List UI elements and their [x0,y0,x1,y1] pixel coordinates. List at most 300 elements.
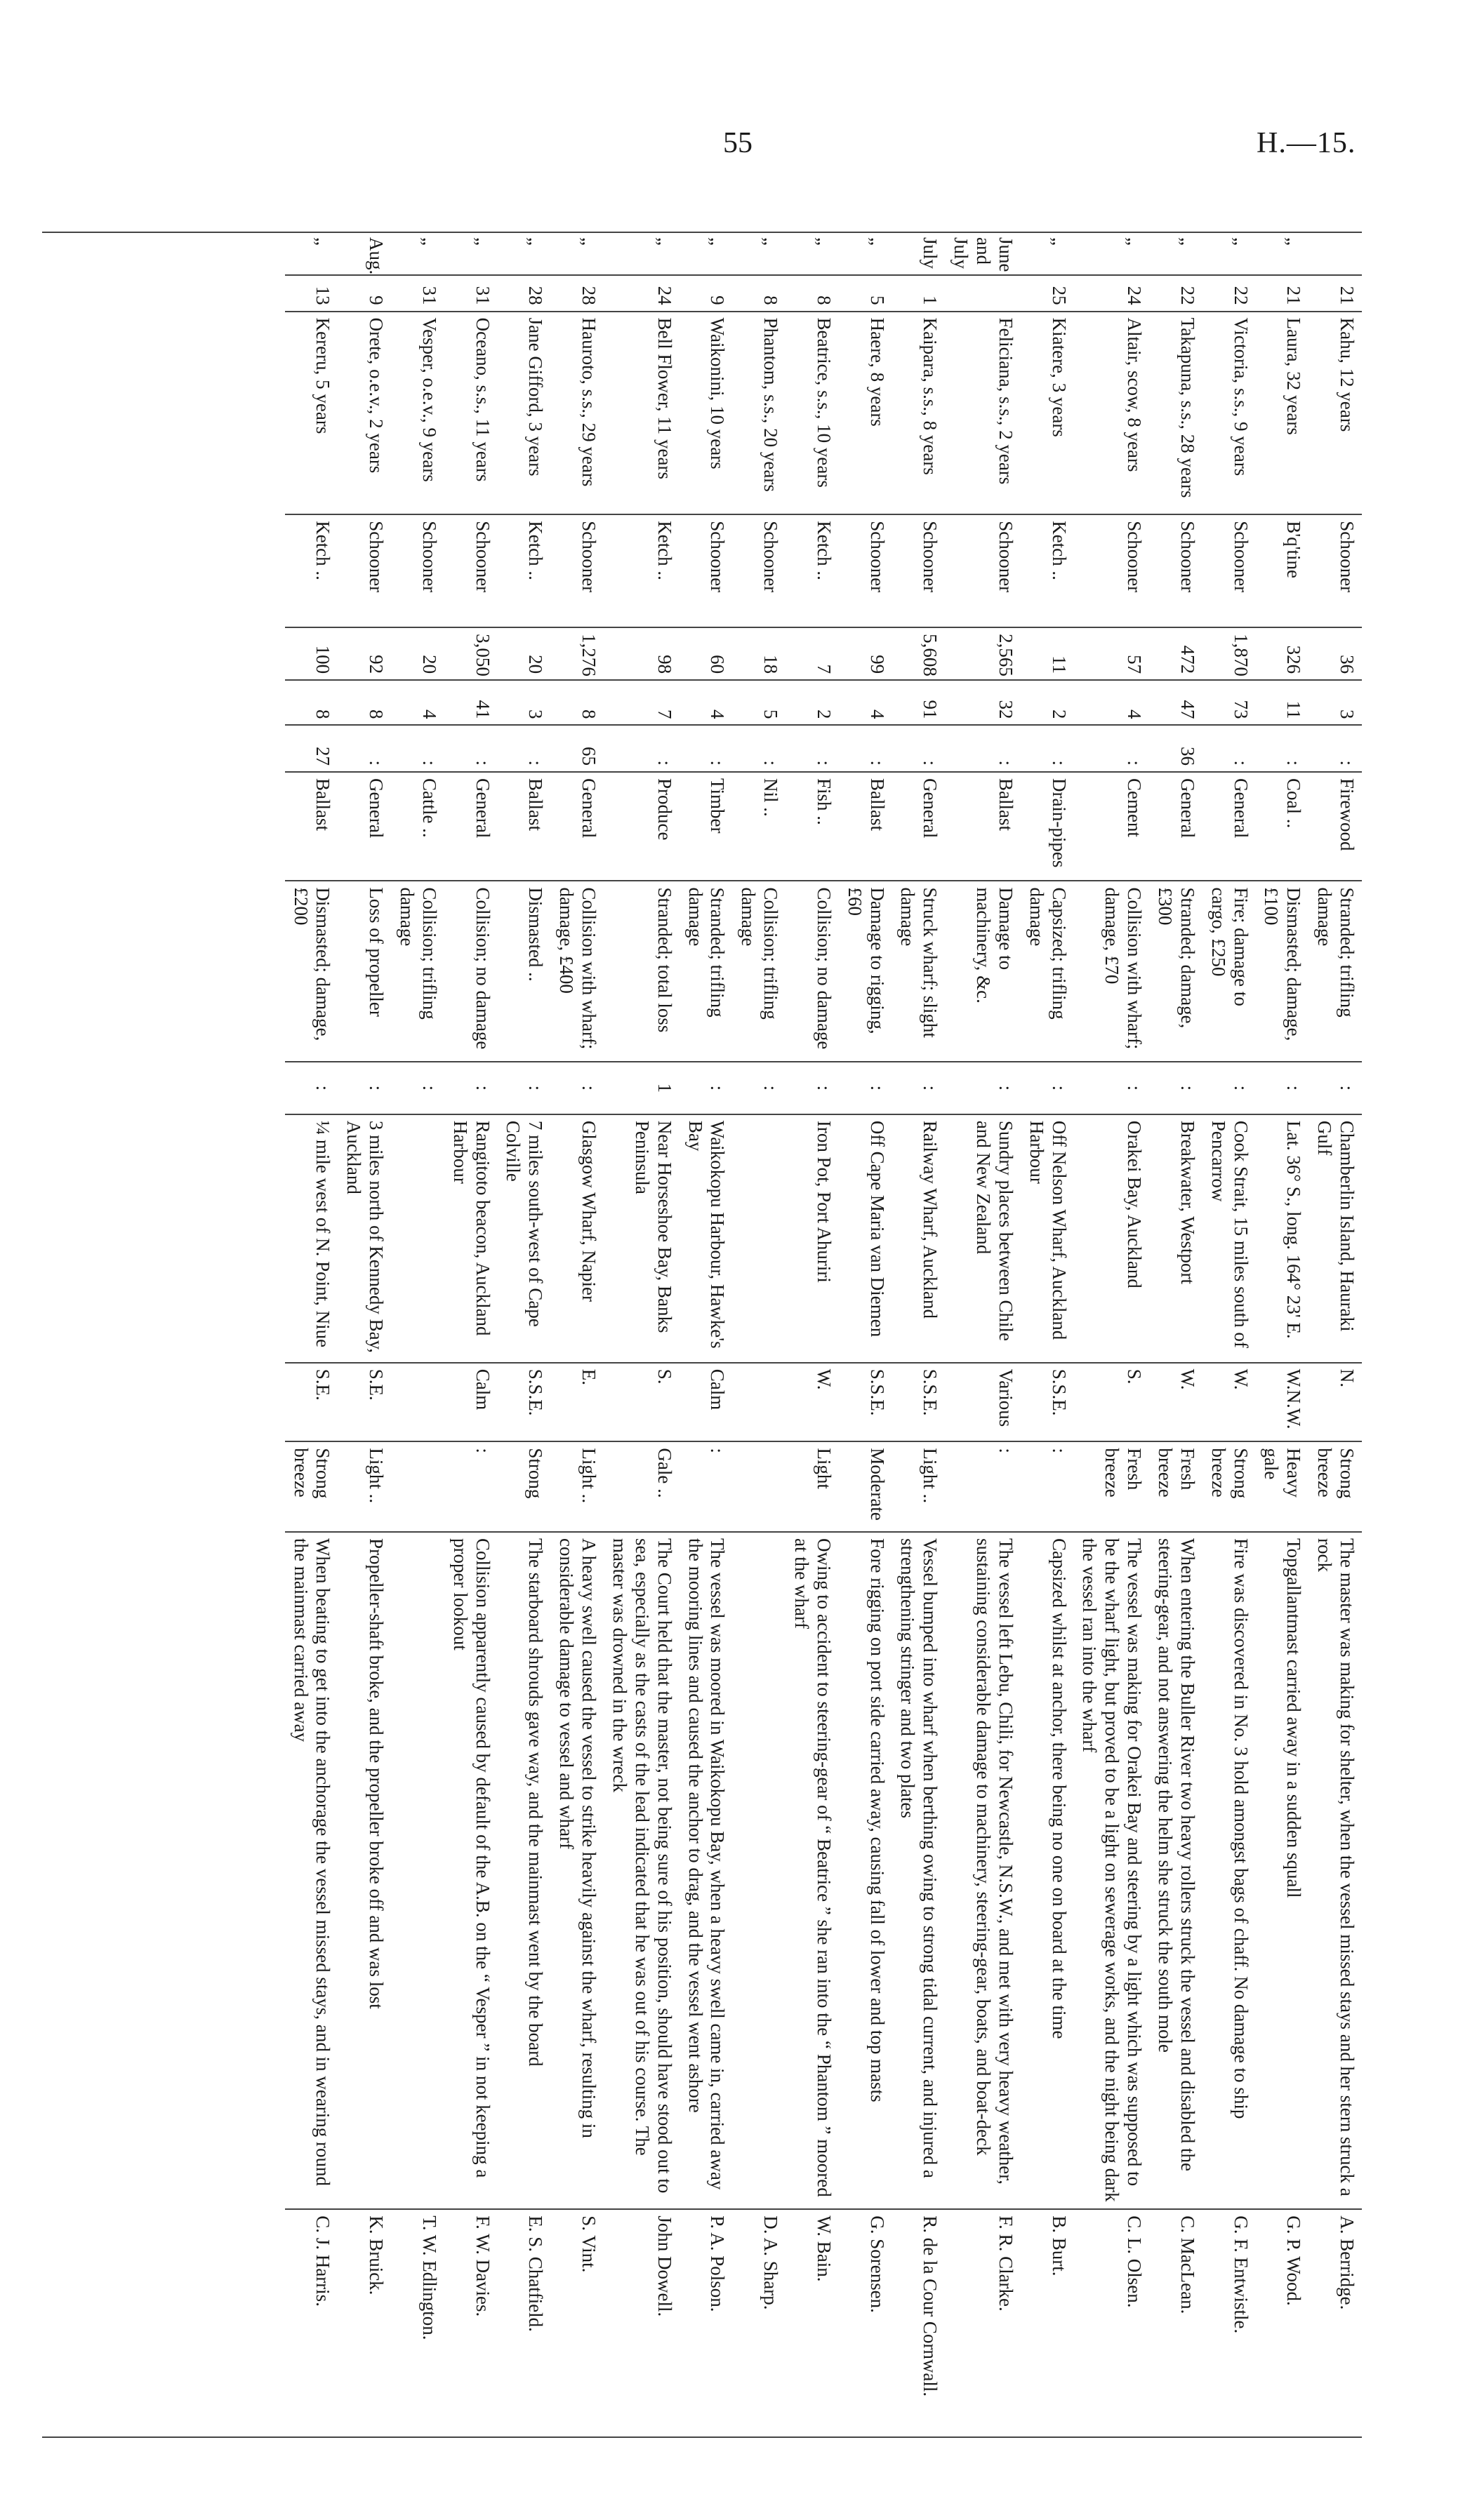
cell-day: 22 [1203,275,1256,311]
cell-vessel: Jane Gifford, 3 years [498,312,551,515]
cell-place: Iron Pot, Port Ahuriri [786,1114,839,1363]
cell-lives-lost: : [1256,1062,1309,1114]
cell-wind-direction: Calm [444,1363,498,1442]
cell-month: „ [1048,237,1070,246]
cell-month: „ [525,237,547,246]
cell-cargo: Nil .. [732,772,786,881]
cell-wind-direction [732,1363,786,1442]
cell-cargo: General [338,772,391,881]
cell-remarks: A heavy swell caused the vessel to strike heavily against the wharf, resulting in considerable damage to vessel and wharf [550,1532,604,2209]
cell-tonnage: 2,565 [945,627,1021,680]
cell-passengers: : [945,725,1021,771]
cell-place: Waikokopu Harbour, Hawke's Bay [680,1114,733,1363]
cell-vessel: Vesper, o.e.v., 9 years [391,312,444,515]
cell-day: 31 [391,275,444,311]
cell-remarks: Vessel bumped into wharf when berthing owing to strong tidal current, and injured a strengthening stringer and two plates [892,1532,946,2209]
cell-tonnage: 57 [1074,627,1150,680]
cell-tonnage: 11 [1021,627,1074,680]
cell-day: 9 [680,275,733,311]
cell-lives-lost: : [550,1062,604,1114]
cell-vessel: Victoria, s.s., 9 years [1203,312,1256,515]
cell-lives-lost: : [498,1062,551,1114]
cell-crew: 73 [1203,680,1256,725]
cell-vessel: Kahu, 12 years [1309,312,1362,515]
cell-passengers: : [1021,725,1074,771]
cell-rig: Schooner [732,514,786,627]
casualty-table [105,232,1362,2435]
cell-rig: Schooner [892,514,946,627]
cell-passengers: : [338,725,391,771]
cell-tonnage: 36 [1309,627,1362,680]
cell-casualty: Dismasted; damage, £200 [285,881,338,1061]
cell-cargo: Cement [1074,772,1150,881]
cell-remarks: The vessel was moored in Waikokopu Bay, when a heavy swell came in, carried away the mooring lines and caused the anchor to drag, and the vessel went ashore [680,1532,733,2209]
cell-wind-direction: N. [1309,1363,1362,1442]
cell-month: „ [1177,237,1198,246]
cell-lives-lost: : [1203,1062,1256,1114]
cell-passengers: : [839,725,892,771]
cell-month: „ [1230,237,1252,246]
cell-master: G. P. Wood. [1256,2209,1309,2435]
cell-casualty: Fire; damage to cargo, £250 [1203,881,1256,1061]
cell-place [732,1114,786,1363]
cell-crew: 91 [892,680,946,725]
cell-month: „ [472,237,493,246]
cell-month: „ [418,237,440,246]
cell-wind-force [391,1441,444,1532]
cell-day: 8 [786,275,839,311]
cell-wind-force: Moderate [839,1441,892,1532]
cell-wind-force: Heavy gale [1256,1441,1309,1532]
cell-day [945,275,1021,311]
cell-crew: 8 [550,680,604,725]
cell-casualty: Collision with wharf; damage, £70 [1074,881,1150,1061]
cell-lives-lost: : [1149,1062,1203,1114]
cell-master: C. L. Olsen. [1074,2209,1150,2435]
cell-wind-direction: S.S.E. [839,1363,892,1442]
cell-place: Lat. 36° S., long. 164° 23' E. [1256,1114,1309,1363]
cell-passengers: : [391,725,444,771]
table-row [1021,232,1074,2435]
cell-cargo: Firewood [1309,772,1362,881]
cell-month: „ [312,237,334,246]
table-row [945,232,1021,2435]
cell-vessel: Kaipara, s.s., 8 years [892,312,946,515]
cell-remarks [732,1532,786,2209]
cell-tonnage: 92 [338,627,391,680]
cell-cargo: General [550,772,604,881]
cell-master: P. A. Polson. [680,2209,733,2435]
cell-wind-direction: S.E. [285,1363,338,1442]
cell-passengers: : [1074,725,1150,771]
cell-casualty: Struck wharf; slight damage [892,881,946,1061]
table-row [338,232,391,2435]
cell-rig: Schooner [1203,514,1256,627]
table-row [285,232,338,2435]
cell-casualty: Collision; trifling damage [732,881,786,1061]
cell-place: Orakei Bay, Auckland [1074,1114,1150,1363]
cell-master: E. S. Chatfield. [498,2209,551,2435]
cell-tonnage: 1,870 [1203,627,1256,680]
cell-cargo: Ballast [945,772,1021,881]
cell-passengers: : [732,725,786,771]
cell-vessel: Haere, 8 years [839,312,892,515]
cell-master: W. Bain. [786,2209,839,2435]
cell-month: „ [1283,237,1305,246]
cell-remarks: Topgallantmast carried away in a sudden squall [1256,1532,1309,2209]
cell-tonnage: 3,050 [444,627,498,680]
cell-rig: Schooner [391,514,444,627]
cell-wind-direction: W. [786,1363,839,1442]
cell-casualty: Capsized; trifling damage [1021,881,1074,1061]
cell-day: 21 [1256,275,1309,311]
cell-day: 25 [1021,275,1074,311]
cell-wind-direction [391,1363,444,1442]
cell-master: G. Sorensen. [839,2209,892,2435]
cell-wind-force: Strong breeze [1203,1441,1256,1532]
cell-month: „ [760,237,782,246]
cell-rig: Ketch .. [498,514,551,627]
table-row [1074,232,1150,2435]
cell-cargo: Timber [680,772,733,881]
cell-day: 28 [498,275,551,311]
cell-month: „ [813,237,835,246]
cell-lives-lost: 1 [604,1062,680,1114]
cell-master: K. Bruick. [338,2209,391,2435]
table-row [391,232,444,2435]
cell-casualty: Collision with wharf; damage, £400 [550,881,604,1061]
cell-day: 21 [1309,275,1362,311]
cell-wind-direction: W. [1203,1363,1256,1442]
cell-tonnage: 99 [839,627,892,680]
cell-tonnage: 5,608 [892,627,946,680]
cell-place: Rangitoto beacon, Auckland Harbour [444,1114,498,1363]
cell-vessel: Kereru, 5 years [285,312,338,515]
cell-cargo: Ballast [285,772,338,881]
cell-cargo: Cattle .. [391,772,444,881]
table-row [839,232,892,2435]
cell-wind-force: : [1021,1441,1074,1532]
cell-crew: 32 [945,680,1021,725]
cell-remarks: Fire was discovered in No. 3 hold amongst bags of chaff. No damage to ship [1203,1532,1256,2209]
cell-crew: 8 [285,680,338,725]
cell-cargo: Produce [604,772,680,881]
cell-crew: 8 [338,680,391,725]
cell-master: S. Vint. [550,2209,604,2435]
cell-passengers: : [1203,725,1256,771]
cell-remarks: The vessel was making for Orakei Bay and steering by a light which was supposed to be the wharf light, but proved to be a light on sewerage works, and the night being dark the vessel ran into the wharf [1074,1532,1150,2209]
cell-master: B. Burt. [1021,2209,1074,2435]
cell-place: Breakwater, Westport [1149,1114,1203,1363]
cell-casualty: Stranded; trifling damage [1309,881,1362,1061]
cell-master: C. J. Harris. [285,2209,338,2435]
cell-place: 3 miles north of Kennedy Bay, Auckland [338,1114,391,1363]
cell-master: R. de la Cour Cornwall. [892,2209,946,2435]
cell-rig: Schooner [680,514,733,627]
cell-master: John Dowell. [604,2209,680,2435]
cell-master: D. A. Sharp. [732,2209,786,2435]
cell-rig: Schooner [1309,514,1362,627]
cell-lives-lost: : [285,1062,338,1114]
cell-crew: 3 [498,680,551,725]
cell-lives-lost: : [1309,1062,1362,1114]
cell-day: 5 [839,275,892,311]
cell-casualty: Dismasted; damage, £100 [1256,881,1309,1061]
cell-crew: 11 [1256,680,1309,725]
cell-tonnage: 7 [786,627,839,680]
cell-month: „ [578,237,600,246]
cell-tonnage: 1,276 [550,627,604,680]
cell-remarks: The Court held that the master, not being sure of his position, should have stood out to sea, especially as the casts of the lead indicated that he was out of his course. The master was drowned in the wreck [604,1532,680,2209]
cell-lives-lost: : [1074,1062,1150,1114]
cell-wind-force: Strong breeze [1309,1441,1362,1532]
cell-crew: 4 [1074,680,1150,725]
cell-wind-force: : [444,1441,498,1532]
cell-month: „ [866,237,888,246]
cell-rig: Schooner [444,514,498,627]
table-row [444,232,498,2435]
cell-wind-direction: S. [604,1363,680,1442]
cell-passengers: 36 [1149,725,1203,771]
cell-wind-direction: S.S.E. [892,1363,946,1442]
cell-lives-lost: : [839,1062,892,1114]
cell-remarks: When beating to get into the anchorage the vessel missed stays, and in wearing round the mainmast carried away [285,1532,338,2209]
cell-remarks: The starboard shrouds gave way, and the mainmast went by the board [498,1532,551,2209]
cell-tonnage: 100 [285,627,338,680]
cell-month: June and July [950,237,1016,272]
cell-month: July [920,237,941,269]
cell-master: C. MacLean. [1149,2209,1203,2435]
cell-passengers: : [1256,725,1309,771]
page-reference: H.—15. [1257,127,1356,159]
cell-vessel: Beatrice, s.s., 10 years [786,312,839,515]
cell-cargo: Coal .. [1256,772,1309,881]
cell-tonnage: 20 [391,627,444,680]
cell-crew: 4 [391,680,444,725]
cell-master: F. W. Davies. [444,2209,498,2435]
cell-cargo: General [1149,772,1203,881]
cell-casualty: Stranded; total loss [604,881,680,1061]
cell-lives-lost: : [1021,1062,1074,1114]
cell-casualty: Collision; no damage [786,881,839,1061]
cell-place: Sundry places between Chile and New Zealand [945,1114,1021,1363]
cell-master: A. Berridge. [1309,2209,1362,2435]
cell-wind-direction: W. [1149,1363,1203,1442]
table-row [1256,232,1309,2435]
cell-month: Aug. [366,237,387,275]
cell-remarks: The vessel left Lebu, Chili, for Newcastle, N.S.W., and met with very heavy weather, sustaining considerable damage to machinery, steering-gear, boats, and boat-deck [945,1532,1021,2209]
cell-month: „ [654,237,675,246]
cell-remarks: When entering the Buller River two heavy rollers struck the vessel and disabled the steering-gear, and not answering the helm she struck the south mole [1149,1532,1203,2209]
cell-wind-force: Light [786,1441,839,1532]
table-row [1149,232,1203,2435]
cell-passengers: 65 [550,725,604,771]
table-row [786,232,839,2435]
cell-rig: Ketch .. [786,514,839,627]
cell-wind-force [732,1441,786,1532]
cell-cargo: Drain-pipes [1021,772,1074,881]
cell-remarks: Capsized whilst at anchor, there being no one on board at the time [1021,1532,1074,2209]
table-row [498,232,551,2435]
cell-remarks: Collision apparently caused by default of the A.B. on the “ Vesper ” in not keeping a proper lookout [444,1532,498,2209]
table-row [1203,232,1256,2435]
cell-rig: Schooner [550,514,604,627]
cell-casualty: Dismasted .. [498,881,551,1061]
cell-vessel: Hauroto, s.s., 29 years [550,312,604,515]
cell-rig: Ketch .. [285,514,338,627]
cell-rig: Schooner [839,514,892,627]
cell-place: 7 miles south-west of Cape Colville [498,1114,551,1363]
cell-day: 1 [892,275,946,311]
cell-day: 9 [338,275,391,311]
cell-month [1309,232,1362,275]
cell-passengers: : [680,725,733,771]
cell-casualty: Loss of propeller [338,881,391,1061]
cell-wind-direction: S. [1074,1363,1150,1442]
cell-passengers: : [498,725,551,771]
cell-place: Glasgow Wharf, Napier [550,1114,604,1363]
cell-passengers: : [1309,725,1362,771]
cell-lives-lost: : [680,1062,733,1114]
table-row [550,232,604,2435]
cell-remarks: Fore rigging on port side carried away, causing fall of lower and top masts [839,1532,892,2209]
cell-tonnage: 18 [732,627,786,680]
cell-cargo: Ballast [839,772,892,881]
cell-day: 24 [1074,275,1150,311]
cell-vessel: Orete, o.e.v., 2 years [338,312,391,515]
cell-place: Off Nelson Wharf, Auckland Harbour [1021,1114,1074,1363]
cell-rig: B'q'tine [1256,514,1309,627]
cell-lives-lost: : [391,1062,444,1114]
cell-wind-force: Light .. [550,1441,604,1532]
cell-tonnage: 326 [1256,627,1309,680]
cell-cargo: Fish .. [786,772,839,881]
cell-crew: 2 [786,680,839,725]
cell-casualty: Stranded; damage, £300 [1149,881,1203,1061]
cell-place: Cook Strait, 15 miles south of Pencarrow [1203,1114,1256,1363]
table-row [892,232,946,2435]
cell-day: 24 [604,275,680,311]
cell-vessel: Feliciana, s.s., 2 years [945,312,1021,515]
cell-lives-lost: : [945,1062,1021,1114]
cell-wind-direction: Various [945,1363,1021,1442]
cell-cargo: General [444,772,498,881]
cell-wind-force: : [680,1441,733,1532]
table-body [285,232,1362,2435]
cell-vessel: Laura, 32 years [1256,312,1309,515]
cell-wind-force: Light .. [338,1441,391,1532]
page-number: 55 [723,127,753,159]
cell-passengers: : [786,725,839,771]
cell-passengers: : [444,725,498,771]
cell-passengers: : [892,725,946,771]
cell-master: F. R. Clarke. [945,2209,1021,2435]
cell-casualty: Damage to rigging, £60 [839,881,892,1061]
cell-rig: Schooner [1074,514,1150,627]
cell-wind-force: Strong breeze [285,1441,338,1532]
cell-remarks: The master was making for shelter, when the vessel missed stays and her stern struck a rock [1309,1532,1362,2209]
cell-casualty: Collision; no damage [444,881,498,1061]
cell-wind-force: Strong [498,1441,551,1532]
cell-remarks [391,1532,444,2209]
cell-master: T. W. Edlington. [391,2209,444,2435]
cell-tonnage: 60 [680,627,733,680]
cell-wind-force: Fresh breeze [1074,1441,1150,1532]
cell-vessel: Bell Flower, 11 years [604,312,680,515]
cell-rig: Ketch .. [604,514,680,627]
cell-vessel: Altair, scow, 8 years [1074,312,1150,515]
cell-lives-lost: : [786,1062,839,1114]
cell-casualty: Damage to machinery, &c. [945,881,1021,1061]
cell-rig: Ketch .. [1021,514,1074,627]
cell-lives-lost: : [338,1062,391,1114]
cell-crew: 41 [444,680,498,725]
cell-wind-direction: E. [550,1363,604,1442]
cell-wind-force: Light .. [892,1441,946,1532]
cell-place: Near Horseshoe Bay, Banks Peninsula [604,1114,680,1363]
cell-crew: 5 [732,680,786,725]
cell-lives-lost: : [444,1062,498,1114]
table-row [1309,232,1362,2435]
cell-day: 8 [732,275,786,311]
cell-wind-force: Fresh breeze [1149,1441,1203,1532]
cell-lives-lost: : [892,1062,946,1114]
cell-place: Off Cape Maria van Diemen [839,1114,892,1363]
table-row [680,232,733,2435]
cell-casualty: Collision; trifling damage [391,881,444,1061]
cell-master: G. F. Entwistle. [1203,2209,1256,2435]
cell-rig: Schooner [1149,514,1203,627]
cell-vessel: Takapuna, s.s., 28 years [1149,312,1203,515]
cell-lives-lost: : [732,1062,786,1114]
cell-crew: 47 [1149,680,1203,725]
cell-wind-direction: S.S.E. [498,1363,551,1442]
cell-tonnage: 472 [1149,627,1203,680]
cell-month: „ [1124,237,1146,246]
cell-crew: 3 [1309,680,1362,725]
cell-wind-direction: S.S.E. [1021,1363,1074,1442]
cell-wind-force: Gale .. [604,1441,680,1532]
table-row [604,232,680,2435]
cell-cargo: General [892,772,946,881]
cell-month: „ [707,237,729,246]
cell-rig: Schooner [338,514,391,627]
cell-place: Railway Wharf, Auckland [892,1114,946,1363]
cell-day: 28 [550,275,604,311]
cell-wind-force: : [945,1441,1021,1532]
cell-passengers: 27 [285,725,338,771]
cell-rig: Schooner [945,514,1021,627]
cell-crew: 2 [1021,680,1074,725]
cell-remarks: Owing to accident to steering-gear of “ Beatrice ” she ran into the “ Phantom ” moored at the wharf [786,1532,839,2209]
cell-remarks: Propeller-shaft broke, and the propeller broke off and was lost [338,1532,391,2209]
cell-tonnage: 20 [498,627,551,680]
cell-day: 22 [1149,275,1203,311]
cell-passengers: : [604,725,680,771]
cell-casualty: Stranded; trifling damage [680,881,733,1061]
cell-cargo: General [1203,772,1256,881]
cell-wind-direction: W.N.W. [1256,1363,1309,1442]
table-row [732,232,786,2435]
cell-tonnage: 98 [604,627,680,680]
cell-place [391,1114,444,1363]
cell-wind-direction: S.E. [338,1363,391,1442]
cell-vessel: Kiatere, 3 years [1021,312,1074,515]
cell-wind-direction: Calm [680,1363,733,1442]
cell-cargo: Ballast [498,772,551,881]
cell-vessel: Oceano, s.s., 11 years [444,312,498,515]
cell-crew: 4 [839,680,892,725]
